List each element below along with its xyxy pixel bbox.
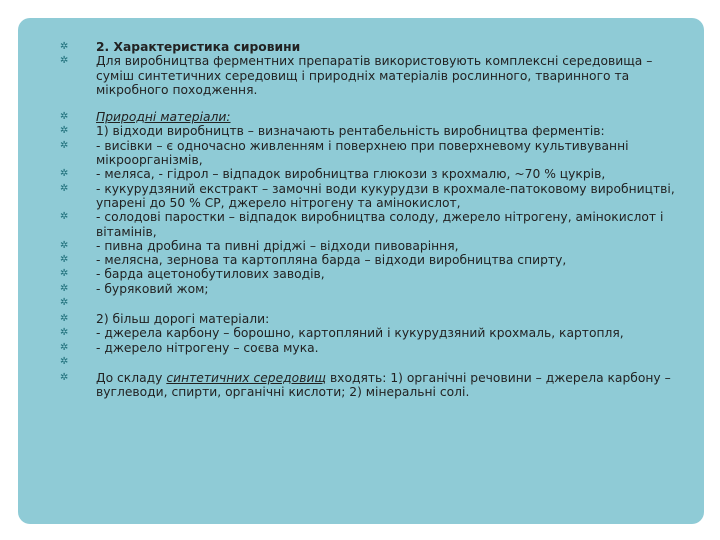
bullet-icon: ✲ (60, 41, 69, 52)
bullet-icon: ✲ (60, 341, 69, 353)
list-item (60, 253, 678, 268)
bullet-icon: ✲ (60, 297, 69, 309)
spacer (78, 97, 678, 110)
bullet-icon: ✲ (60, 111, 69, 123)
list-item-text: - буряковий жом; (96, 281, 209, 296)
list-item (60, 210, 678, 239)
bullet-icon: ✲ (60, 182, 69, 194)
list-item-text: 2) більш дорогі матеріали: (96, 312, 270, 327)
bullet-icon: ✲ (60, 211, 69, 223)
list-item-text: - барда ацетонобутилових заводів, (96, 267, 325, 282)
list-item (60, 124, 678, 139)
intro-text: Для виробництва ферментних препаратів використовують комплексні середовища – суміш синтетичних середовищ і природніх матеріалів рослинного, тваринного та мікробного походження. (96, 54, 653, 97)
synthetic-prefix: До складу (96, 370, 167, 385)
bullet-icon: ✲ (60, 239, 69, 251)
list-item (60, 238, 678, 253)
bullet-icon: ✲ (60, 268, 69, 280)
natural-materials-heading: Природні матеріали: (96, 110, 231, 125)
bullet-icon: ✲ (60, 139, 69, 151)
list-item-text: - джерела карбону – борошно, картопляний і кукурудзяний крохмаль, картопля, (96, 326, 624, 341)
list-item-text: - меляса, - гідрол – відпадок виробництва глюкози з крохмалю, ~70 % цукрів, (96, 167, 606, 182)
bullet-icon: ✲ (60, 282, 69, 294)
list-item (60, 40, 678, 54)
bullet-icon: ✲ (60, 313, 69, 325)
bullet-icon: ✲ (60, 355, 69, 367)
list-item (60, 370, 678, 400)
bullet-icon: ✲ (60, 327, 69, 339)
list-item-text: - пивна дробина та пивні дріджі – відходи пивоваріння, (96, 238, 459, 253)
list-item (60, 181, 678, 211)
list-item-text: - мелясна, зернова та картопляна барда – відходи виробництва спирту, (96, 253, 567, 268)
synthetic-term: синтетичних середовищ (166, 370, 327, 385)
list-item (60, 54, 678, 97)
bullet-icon: ✲ (60, 125, 69, 137)
list-item-text: - солодові паростки – відпадок виробництва солоду, джерело нітрогену, амінокислот і вітамінів, (96, 210, 664, 239)
list-item-text: - висівки – є одночасно живленням і поверхнею при поверхневому культивуванні мікроорганізмів, (96, 138, 629, 168)
bullet-icon: ✲ (60, 168, 69, 180)
list-item (60, 138, 678, 168)
list-item-empty (60, 355, 678, 371)
list-item (60, 281, 678, 296)
slide-content (60, 40, 678, 400)
bullet-icon: ✲ (60, 371, 69, 383)
synthetic-suffix: входять: 1) органічні речовини – джерела карбону – вуглеводи, спирти, органічні кислоти; 2) мінеральні солі. (96, 370, 671, 400)
list-item (60, 340, 678, 355)
bullet-icon: ✲ (60, 55, 69, 67)
list-item (60, 326, 678, 341)
list-item (60, 312, 678, 327)
section-title: 2. Характеристика сировини (96, 40, 301, 54)
bullet-icon: ✲ (60, 254, 69, 266)
list-item (60, 110, 678, 125)
list-item-empty (60, 296, 678, 312)
list-item-text: - джерело нітрогену – соєва мука. (96, 340, 319, 355)
list-item-text: - кукурудзяний екстракт – замочні води кукурудзи в крохмале-патоковому виробництві, упарені до 50 % СР, джерело нітрогену та амінокислот, (96, 181, 675, 210)
list-item-text: 1) відходи виробництв – визначають рентабельність виробництва ферментів: (96, 124, 605, 139)
list-item (60, 267, 678, 282)
list-item (60, 167, 678, 182)
